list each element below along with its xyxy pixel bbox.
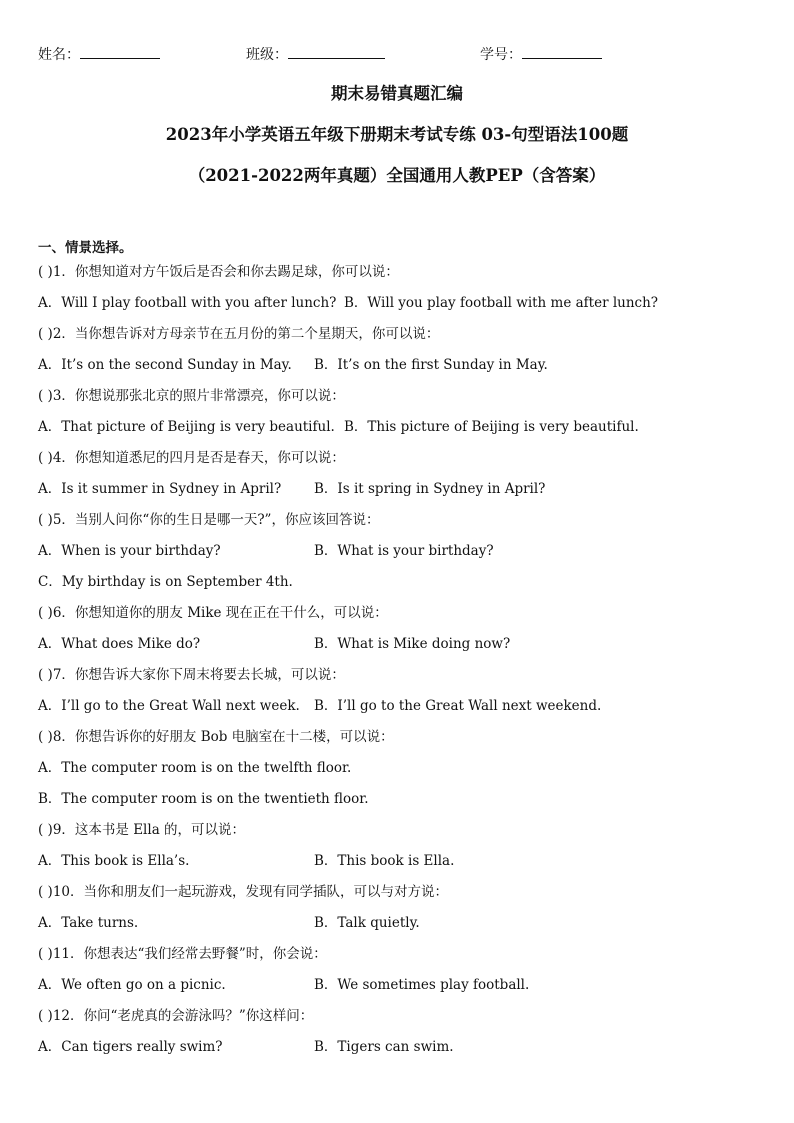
number-field [480,44,602,64]
options-row [38,913,758,944]
question-prompt: ( )10．当你和朋友们一起玩游戏，发现有同学插队，可以与对方说： [38,884,449,900]
option-a[interactable]: A．It’s on the second Sunday in May. [38,357,292,373]
option-a[interactable]: A．What does Mike do? [38,636,201,652]
option-b[interactable]: B．Talk quietly. [314,915,420,931]
option-a[interactable]: A．Is it summer in Sydney in April? [38,481,282,497]
class-blank[interactable] [288,44,385,59]
option-b[interactable]: B．What is your birthday? [314,543,494,559]
question-prompt: ( )4．你想知道悉尼的四月是否是春天，你可以说： [38,450,345,466]
option-b[interactable]: B．Will you play football with me after lunch? [344,295,659,311]
question-prompt: ( )2．当你想告诉对方母亲节在五月份的第二个星期天，你可以说： [38,326,440,342]
student-info-row [38,44,758,64]
class-label: 班级： [246,47,288,63]
number-label: 学号： [480,47,522,63]
question-prompt: ( )6．你想知道你的朋友 Mike 现在正在干什么，可以说： [38,605,388,621]
question-list [38,262,758,1068]
option-c[interactable]: C．My birthday is on September 4th. [38,574,293,590]
options-row [38,541,758,572]
option-b[interactable]: B．It’s on the first Sunday in May. [314,357,548,373]
question-prompt: ( )9．这本书是 Ella 的，可以说： [38,822,246,838]
option-b[interactable]: B．Is it spring in Sydney in April? [314,481,546,497]
title-line-2: 2023年小学英语五年级下册期末考试专练 03-句型语法100题 [165,125,629,144]
name-field [38,44,160,64]
option-b[interactable]: B．I’ll go to the Great Wall next weekend. [314,698,602,714]
options-row [38,975,758,1006]
options-row [38,851,758,882]
options-row [38,634,758,665]
option-a[interactable]: A．This book is Ella’s. [38,853,190,869]
name-blank[interactable] [80,44,160,59]
option-a[interactable]: A．We often go on a picnic. [38,977,226,993]
options-row [38,479,758,510]
question-prompt: ( )3．你想说那张北京的照片非常漂亮，你可以说： [38,388,345,404]
options-row [38,1037,758,1068]
question-prompt: ( )12．你问“老虎真的会游泳吗？”你这样问： [38,1008,314,1024]
option-b[interactable]: B．This picture of Beijing is very beautiful. [344,419,639,435]
section-title: 一、情景选择。 [38,240,133,256]
options-row [38,417,758,448]
option-b[interactable]: B．Tigers can swim. [314,1039,454,1055]
option-a[interactable]: A．When is your birthday? [38,543,221,559]
option-b[interactable]: B．We sometimes play football. [314,977,530,993]
option-b[interactable]: B．This book is Ella. [314,853,455,869]
option-a[interactable]: A．I’ll go to the Great Wall next week. [38,698,300,714]
question-prompt: ( )5．当别人问你“你的生日是哪一天?”，你应该回答说： [38,512,380,528]
options-row [38,696,758,727]
number-blank[interactable] [522,44,602,59]
option-b[interactable]: B．What is Mike doing now? [314,636,511,652]
options-row [38,293,758,324]
option-a[interactable]: A．Will I play football with you after lunch? [38,295,337,311]
options-row [38,355,758,386]
title-line-3: （2021-2022两年真题）全国通用人教PEP（含答案） [188,166,606,185]
question-prompt: ( )8．你想告诉你的好朋友 Bob 电脑室在十二楼，可以说： [38,729,394,745]
option-a[interactable]: A．Can tigers really swim? [38,1039,223,1055]
option-a[interactable]: A．The computer room is on the twelfth floor. [38,760,352,776]
name-label: 姓名： [38,47,80,63]
title-line-1: 期末易错真题汇编 [331,84,463,103]
question-prompt: ( )11．你想表达“我们经常去野餐”时，你会说： [38,946,327,962]
question-prompt: ( )1．你想知道对方午饭后是否会和你去踢足球，你可以说： [38,264,399,280]
class-field [246,44,385,64]
option-a[interactable]: A．Take turns. [38,915,139,931]
option-a[interactable]: A．That picture of Beijing is very beautiful. [38,419,335,435]
option-b[interactable]: B．The computer room is on the twentieth floor. [38,791,369,807]
question-prompt: ( )7．你想告诉大家你下周末将要去长城，可以说： [38,667,345,683]
